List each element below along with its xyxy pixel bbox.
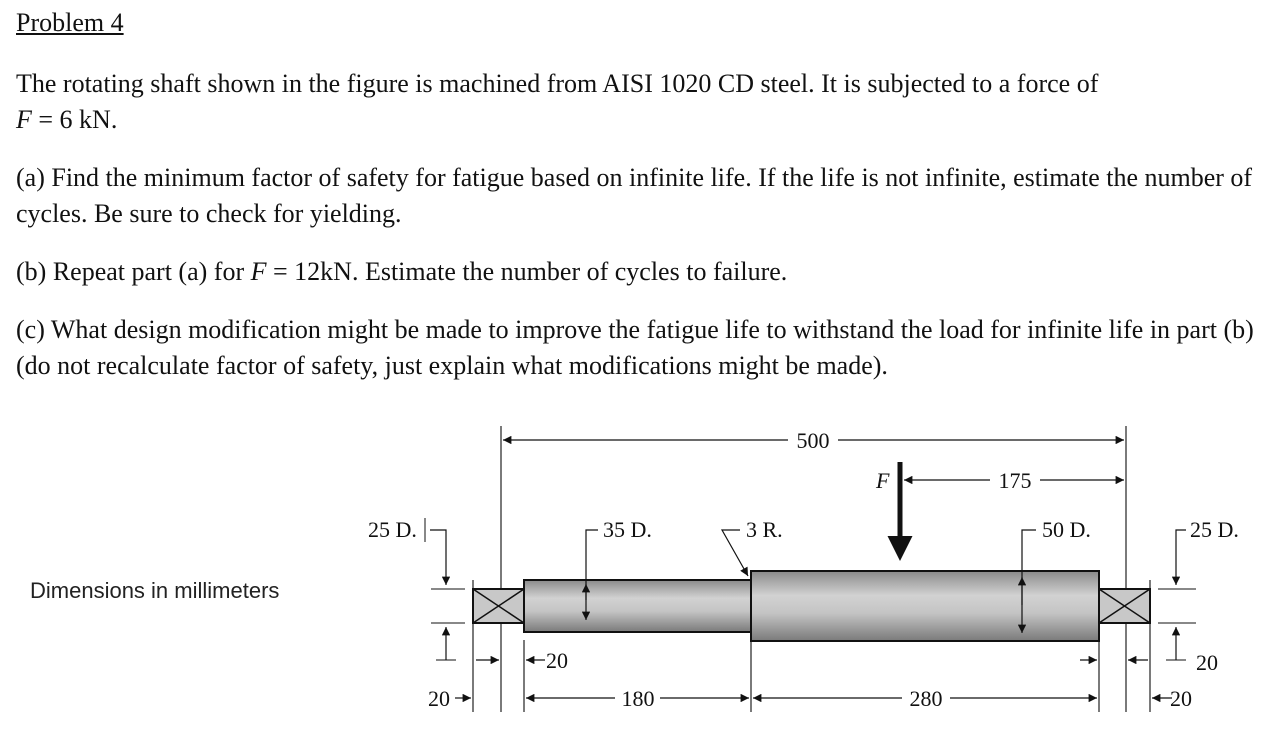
label-right-gap: 20 [1196, 650, 1218, 675]
extension-lines [473, 426, 1150, 712]
label-35d: 35 D. [603, 517, 652, 542]
dim-right-end-dia [1158, 517, 1239, 660]
label-right-dia: 25 D. [1190, 517, 1239, 542]
small-step-section [524, 580, 751, 632]
intro-force-value: = 6 kN. [31, 105, 118, 134]
dim-right-bearing-width [1152, 686, 1192, 711]
intro-line1: The rotating shaft shown in the figure is machined from AISI 1020 CD steel. It is subjected to a force of [16, 69, 1099, 98]
label-left-dia: 25 D. [368, 517, 417, 542]
intro-force-symbol: F [16, 105, 32, 134]
label-280: 280 [909, 686, 943, 711]
part-c-text: (c) What design modification might be made to improve the fatigue life to withstand the load for infinite life in part (b) (do not recalculate factor of safety, just explain what modifications might be made). [16, 315, 1254, 380]
label-50d: 50 D. [1042, 517, 1091, 542]
dim-overall-length [503, 428, 1124, 453]
label-500: 500 [796, 428, 830, 453]
label-left-bearing: 20 [428, 686, 450, 711]
shaft-body [473, 571, 1150, 641]
label-left-gap: 20 [546, 648, 568, 673]
label-175: 175 [998, 468, 1032, 493]
part-b-pre: (b) Repeat part (a) for [16, 257, 251, 286]
label-180: 180 [621, 686, 655, 711]
dim-right-gap [1080, 650, 1218, 675]
label-force: F [876, 468, 890, 493]
part-b-force-symbol: F [250, 257, 267, 286]
problem-title: Problem 4 [16, 8, 124, 37]
large-section [751, 571, 1099, 641]
dim-small-step-length [526, 686, 749, 711]
dim-left-end-dia [368, 517, 465, 660]
dim-left-shoulder-gap [476, 648, 568, 673]
label-3r: 3 R. [746, 517, 783, 542]
part-b-post: = 12kN. Estimate the number of cycles to failure. [266, 257, 788, 286]
dim-fillet-radius [722, 517, 783, 576]
dim-left-bearing-width [428, 686, 471, 711]
part-a-text: (a) Find the minimum factor of safety for fatigue based on infinite life. If the life is not infinite, estimate the number of cycles. Be sure to check for yielding. [16, 163, 1253, 228]
figure-caption: Dimensions in millimeters [30, 578, 280, 603]
label-right-bearing: 20 [1170, 686, 1192, 711]
dim-large-length [753, 686, 1097, 711]
